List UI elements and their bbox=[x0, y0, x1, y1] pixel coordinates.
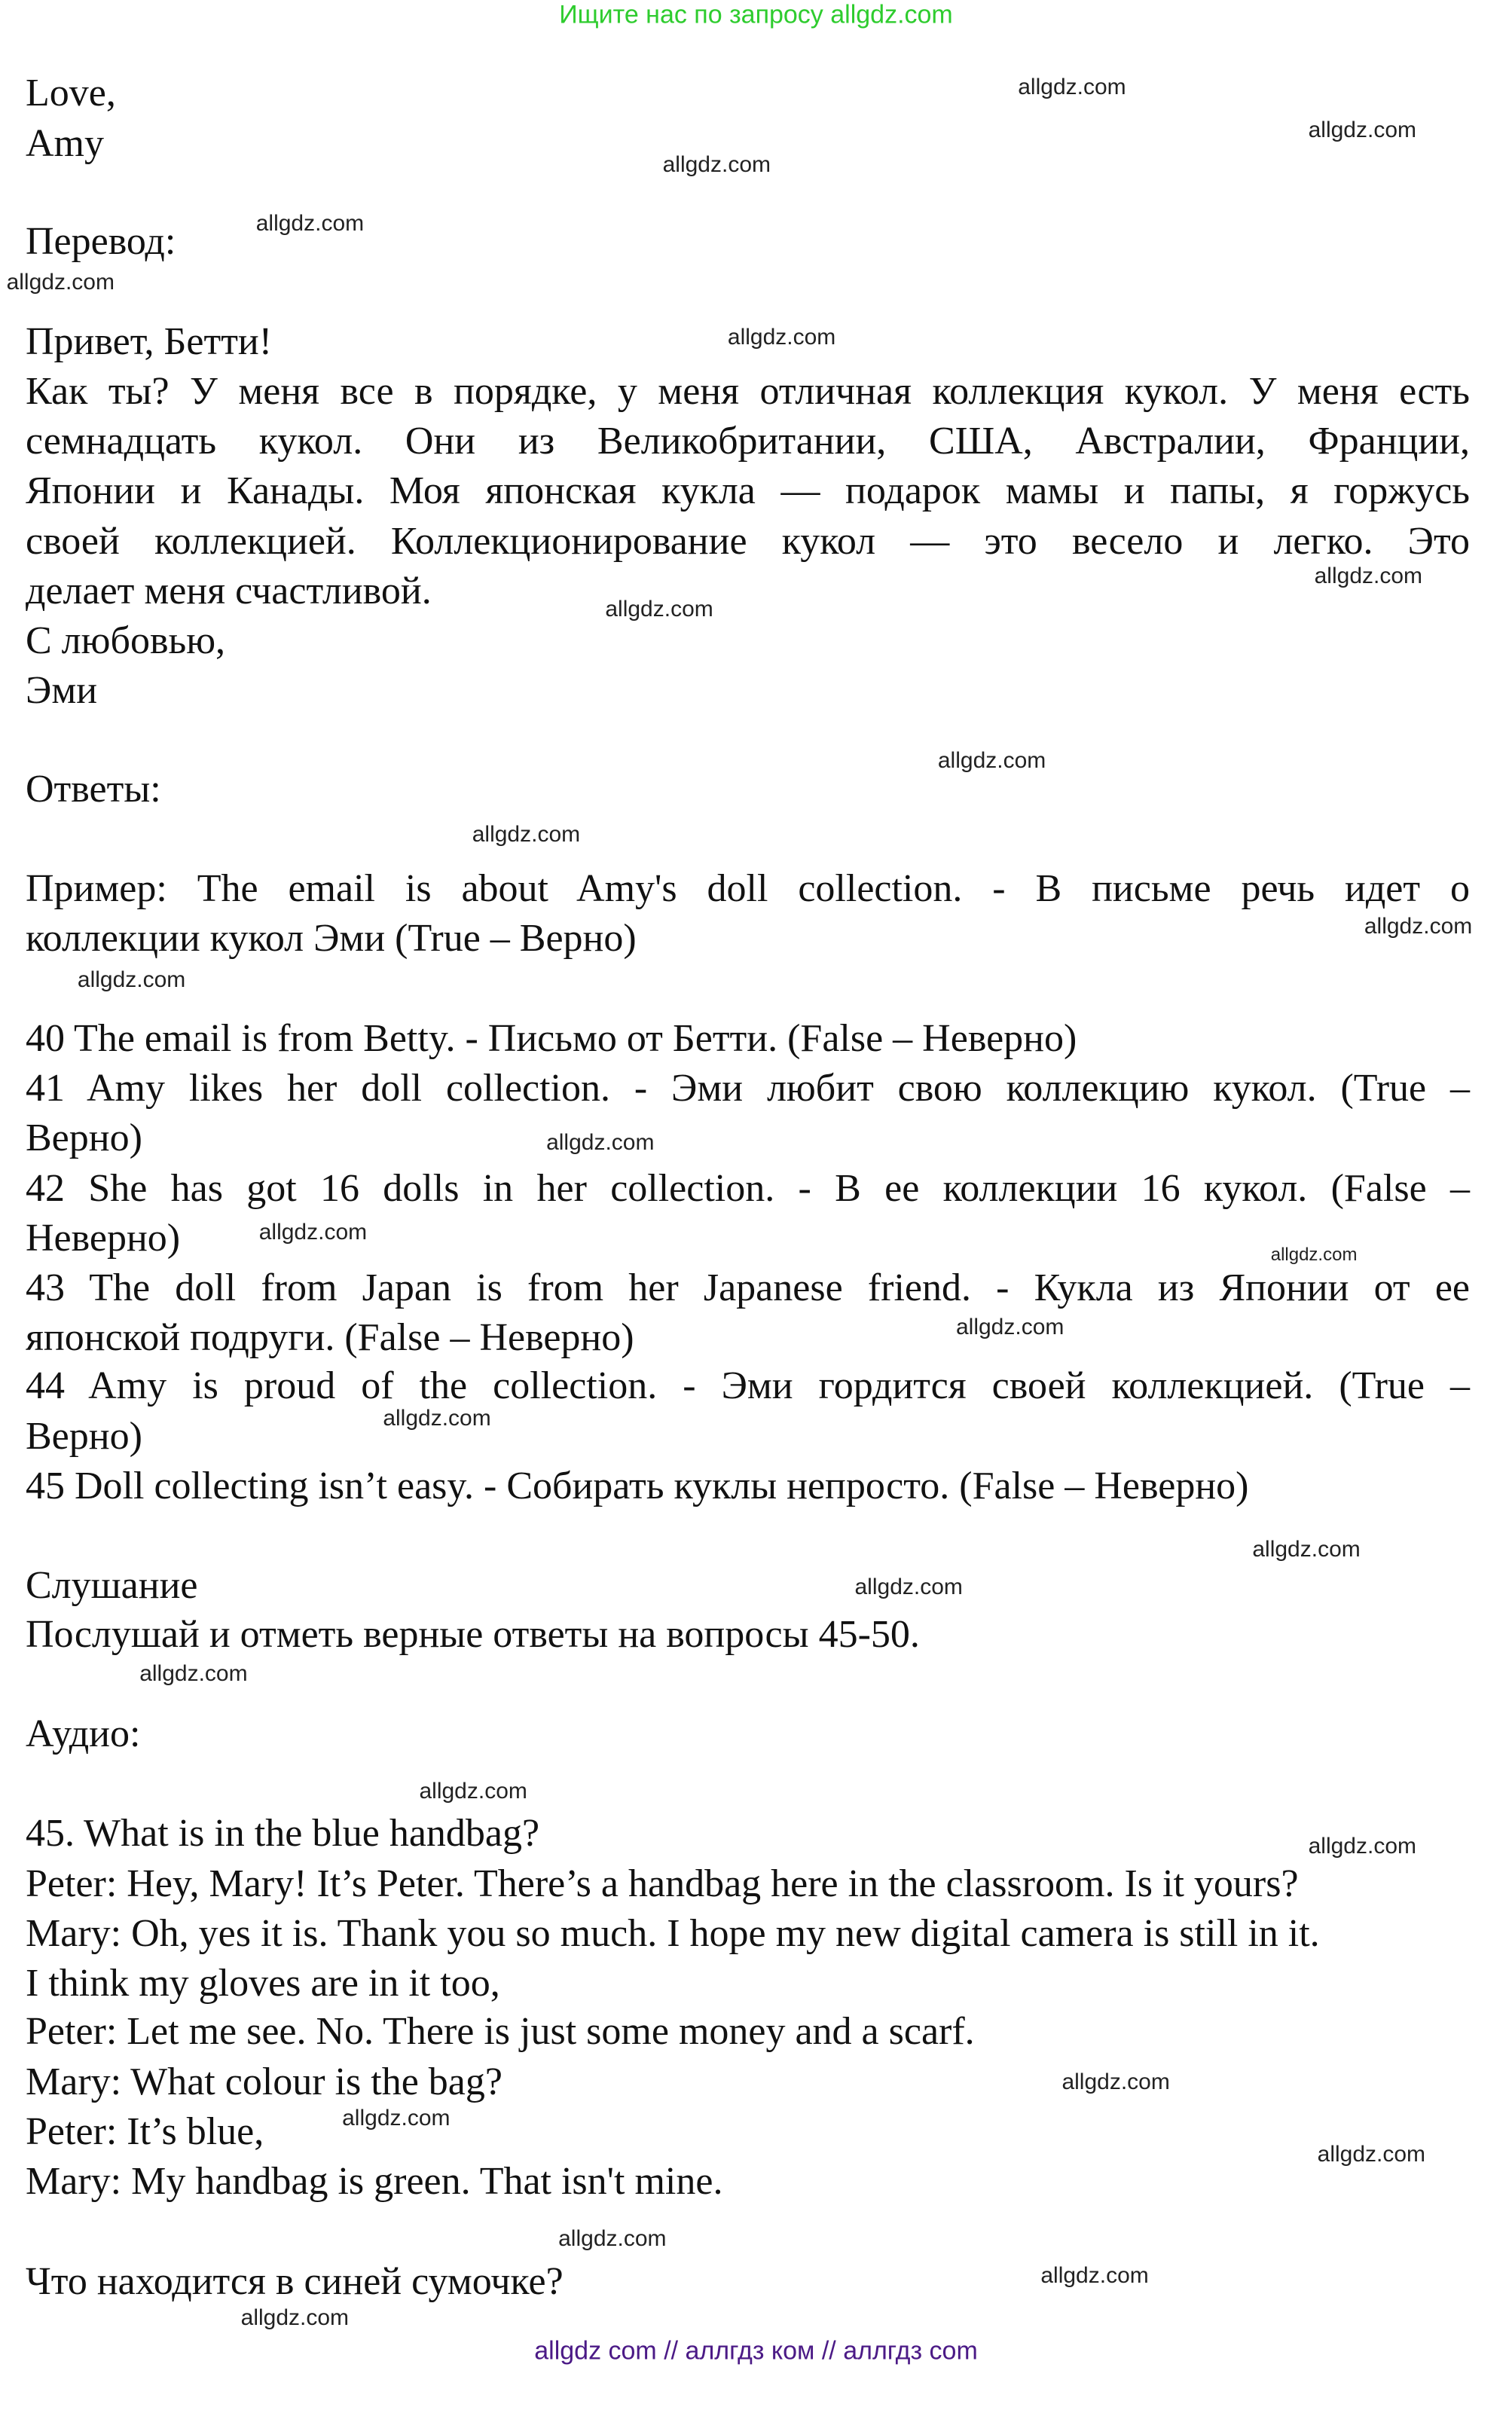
watermark-text: allgdz.com bbox=[383, 1405, 491, 1431]
text-line: своей коллекцией. Коллекционирование кукол — это весело и легко. Это bbox=[26, 519, 1470, 563]
text-line: Эми bbox=[26, 669, 98, 713]
text-line: коллекции кукол Эми (True – Верно) bbox=[26, 917, 637, 961]
watermark-text: allgdz.com bbox=[240, 2305, 350, 2330]
text-line: Верно) bbox=[26, 1116, 142, 1160]
text-line: Пример: The email is about Amy's doll collection. - В письме речь идет о bbox=[26, 867, 1470, 911]
text-line: Верно) bbox=[26, 1414, 142, 1458]
text-line: Японии и Канады. Моя японская кукла — подарок мамы и папы, я горжусь bbox=[26, 469, 1470, 513]
footer-links[interactable]: allgdz com // аллгдз ком // аллгдз com bbox=[534, 2336, 978, 2366]
text-line: Неверно) bbox=[26, 1216, 181, 1260]
text-line: 45. What is in the blue handbag? bbox=[26, 1812, 540, 1856]
watermark-text: allgdz.com bbox=[255, 211, 365, 237]
text-line: Перевод: bbox=[26, 220, 176, 264]
watermark-text: allgdz.com bbox=[937, 747, 1046, 773]
text-line: Peter: Let me see. No. There is just some money and a scarf. bbox=[26, 2010, 975, 2054]
text-line: делает меня счастливой. bbox=[26, 569, 432, 612]
text-line: Что находится в синей сумочке? bbox=[26, 2259, 564, 2303]
text-line: С любовью, bbox=[26, 619, 226, 662]
text-line: Ответы: bbox=[26, 767, 161, 811]
watermark-text: allgdz.com bbox=[77, 967, 186, 992]
watermark-text: allgdz.com bbox=[605, 596, 713, 622]
watermark-text: allgdz.com bbox=[139, 1660, 248, 1686]
text-line: Peter: Hey, Mary! It’s Peter. There’s a handbag here in the classroom. Is it yours? bbox=[26, 1862, 1299, 1905]
text-line: Mary: Oh, yes it is. Thank you so much. I hope my new digital camera is still in it. bbox=[26, 1911, 1320, 1955]
watermark-text: allgdz.com bbox=[1061, 2069, 1170, 2094]
text-line: I think my gloves are in it too, bbox=[26, 1962, 500, 2005]
text-line: Послушай и отметь верные ответы на вопросы 45-50. bbox=[26, 1612, 920, 1656]
text-line: Mary: What colour is the bag? bbox=[26, 2060, 502, 2103]
text-line: Love, bbox=[26, 72, 116, 115]
watermark-text: allgdz.com bbox=[258, 1219, 368, 1245]
watermark-text: allgdz.com bbox=[546, 1130, 655, 1156]
watermark-text: allgdz.com bbox=[727, 324, 836, 350]
watermark-text: allgdz.com bbox=[419, 1779, 527, 1804]
watermark-text: allgdz.com bbox=[1308, 1833, 1416, 1859]
text-line: японской подруги. (False – Неверно) bbox=[26, 1316, 634, 1360]
watermark-text: allgdz.com bbox=[558, 2226, 667, 2252]
watermark-text: allgdz.com bbox=[1314, 563, 1423, 588]
watermark-text: allgdz.com bbox=[1364, 914, 1473, 939]
watermark-text: allgdz.com bbox=[1018, 75, 1126, 100]
watermark-text: allgdz.com bbox=[1308, 117, 1416, 142]
watermark-text: allgdz.com bbox=[854, 1575, 963, 1600]
text-line: Слушание bbox=[26, 1564, 198, 1608]
text-line: 44 Amy is proud of the collection. - Эми гордится своей коллекцией. (True – bbox=[26, 1364, 1470, 1408]
watermark-text: allgdz.com bbox=[472, 821, 581, 847]
text-line: 42 She has got 16 dolls in her collection. - В ее коллекции 16 кукол. (False – bbox=[26, 1166, 1470, 1210]
search-banner[interactable]: Ищите нас по запросу allgdz.com bbox=[559, 0, 953, 29]
text-line: 40 The email is from Betty. - Письмо от Бетти. (False – Неверно) bbox=[26, 1016, 1077, 1060]
watermark-text: allgdz.com bbox=[1270, 1244, 1358, 1265]
text-line: Peter: It’s blue, bbox=[26, 2109, 264, 2153]
watermark-text: allgdz.com bbox=[955, 1315, 1065, 1340]
watermark-text: allgdz.com bbox=[662, 151, 771, 177]
text-line: семнадцать кукол. Они из Великобритании, США, Австралии, Франции, bbox=[26, 420, 1470, 463]
watermark-text: allgdz.com bbox=[6, 270, 115, 295]
text-line: Amy bbox=[26, 121, 104, 165]
text-line: Mary: My handbag is green. That isn't mine. bbox=[26, 2160, 723, 2204]
watermark-text: allgdz.com bbox=[1040, 2262, 1149, 2288]
text-line: 43 The doll from Japan is from her Japanese friend. - Кукла из Японии от ее bbox=[26, 1266, 1470, 1309]
watermark-text: allgdz.com bbox=[1252, 1537, 1361, 1562]
text-line: 41 Amy likes her doll collection. - Эми любит свою коллекцию кукол. (True – bbox=[26, 1067, 1470, 1110]
text-line: 45 Doll collecting isn’t easy. - Собирать куклы непросто. (False – Неверно) bbox=[26, 1464, 1249, 1507]
text-line: Как ты? У меня все в порядке, у меня отличная коллекция кукол. У меня есть bbox=[26, 369, 1470, 413]
watermark-text: allgdz.com bbox=[342, 2105, 451, 2131]
text-line: Аудио: bbox=[26, 1712, 141, 1756]
watermark-text: allgdz.com bbox=[1317, 2141, 1426, 2167]
text-line: Привет, Бетти! bbox=[26, 319, 273, 363]
